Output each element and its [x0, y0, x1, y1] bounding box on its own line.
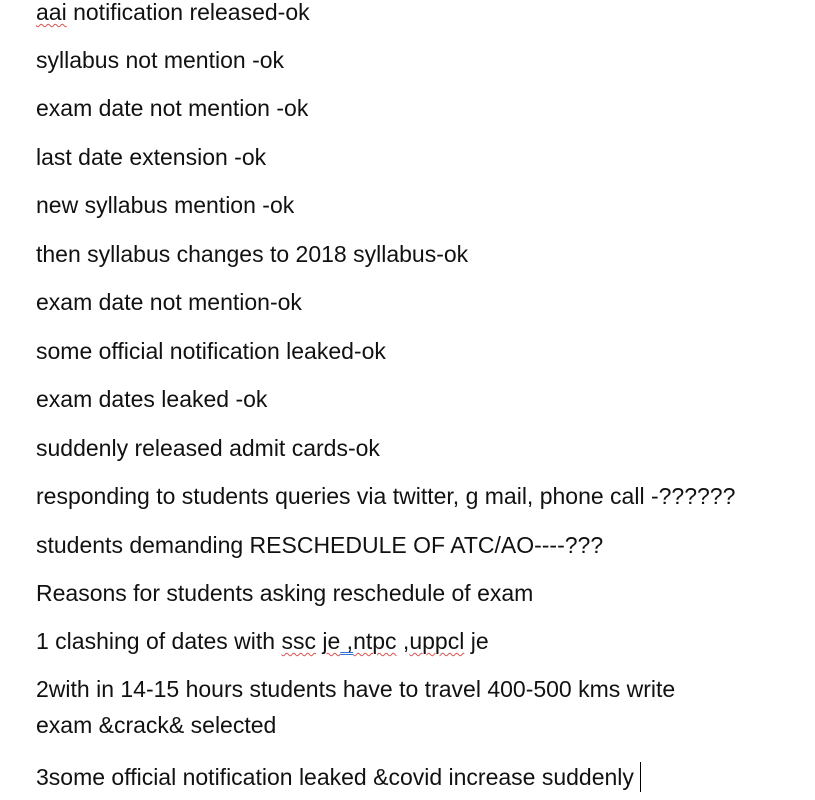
- text-line-14: [36, 629, 489, 653]
- text-line-10: suddenly released admit cards-ok: [36, 435, 380, 461]
- text-line-15a: 2with in 14-15 hours students have to travel 400-500 kms write: [36, 676, 676, 702]
- text-line-1-rest: notification released-ok: [66, 0, 310, 25]
- spellcheck-word-uppcl: uppcl: [409, 628, 465, 654]
- text-line-1: [36, 0, 310, 24]
- text-cursor: [640, 762, 641, 792]
- text-line-4: last date extension -ok: [36, 144, 267, 170]
- text-line-16-text: 3some official notification leaked &covid increase suddenly: [36, 764, 634, 790]
- spellcheck-word-ssc: ssc: [281, 628, 316, 654]
- text-line-13: Reasons for students asking reschedule of exam: [36, 580, 534, 606]
- text-line-7: exam date not mention-ok: [36, 289, 302, 315]
- text-line-9: exam dates leaked -ok: [36, 386, 268, 412]
- text-line-12: students demanding RESCHEDULE OF ATC/AO----???: [36, 532, 604, 558]
- text-line-2: syllabus not mention -ok: [36, 47, 285, 73]
- grammar-mark-comma: ,: [340, 628, 354, 654]
- text-line-14-end: je: [464, 628, 489, 654]
- text-line-8: some official notification leaked-ok: [36, 338, 386, 364]
- spellcheck-word-aai: aai: [36, 0, 67, 25]
- spellcheck-word-ntpc: ntpc: [353, 628, 397, 654]
- text-line-14-start: 1 clashing of dates with: [36, 628, 282, 654]
- text-line-5: new syllabus mention -ok: [36, 192, 295, 218]
- text-line-16: [36, 762, 641, 792]
- text-line-15b: exam &crack& selected: [36, 712, 277, 738]
- spellcheck-word-je: je: [322, 628, 341, 654]
- text-line-3: exam date not mention -ok: [36, 95, 309, 121]
- text-line-11: responding to students queries via twitter, g mail, phone call -??????: [36, 483, 736, 509]
- text-comma: ,: [396, 628, 410, 654]
- text-line-6: then syllabus changes to 2018 syllabus-ok: [36, 241, 469, 267]
